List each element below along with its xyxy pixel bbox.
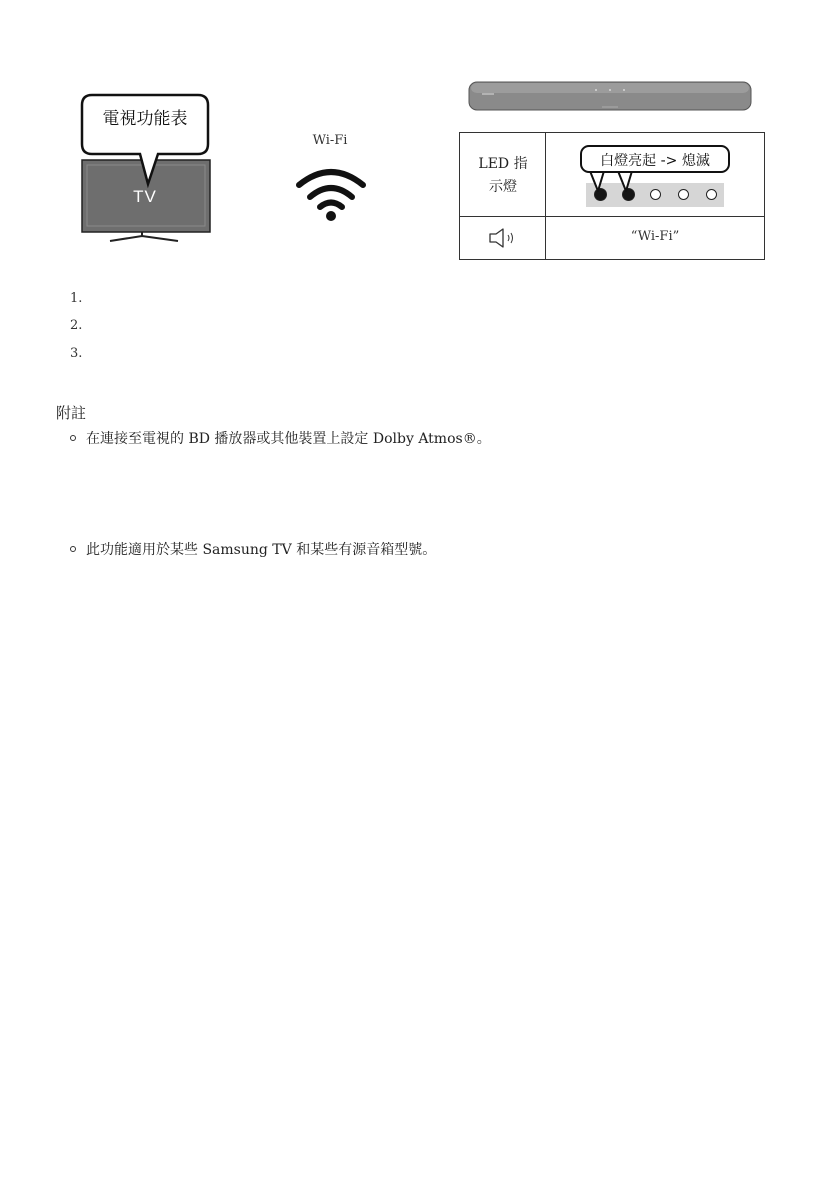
note-item-2: 此功能適用於某些 Samsung TV 和某些有源音箱型號。	[86, 542, 437, 558]
led-callout	[580, 145, 730, 173]
led-callout-text: 白燈亮起 -> 熄滅	[600, 153, 710, 169]
wifi-label: Wi-Fi	[312, 133, 348, 148]
voice-value-cell	[546, 217, 764, 259]
led-label	[460, 153, 546, 199]
voice-guide-text: “Wi-Fi”	[630, 229, 680, 244]
tv-screen-label: TV	[133, 187, 157, 206]
notes-title: 附註	[56, 404, 87, 422]
led-state-cell	[546, 133, 764, 217]
led-label-line-1: LED 指	[478, 156, 528, 172]
note-bullet-icon	[70, 546, 76, 552]
note-item-1: 在連接至電視的 BD 播放器或其他裝置上設定 Dolby Atmos®。	[86, 431, 491, 447]
led-label-line-2: 示燈	[489, 179, 517, 195]
note-bullet-icon	[70, 435, 76, 441]
wifi-icon	[293, 165, 369, 223]
tv-illustration	[70, 92, 220, 244]
soundbar-icon	[468, 80, 752, 112]
tv-menu-label: 電視功能表	[102, 109, 188, 129]
step-number-1: 1.	[70, 291, 83, 306]
led-indicator-table	[459, 132, 765, 260]
speaker-voice-icon	[488, 227, 522, 249]
step-number-3: 3.	[70, 346, 83, 361]
voice-icon-cell	[460, 217, 546, 259]
led-label-cell	[460, 133, 546, 217]
step-number-2: 2.	[70, 318, 83, 333]
